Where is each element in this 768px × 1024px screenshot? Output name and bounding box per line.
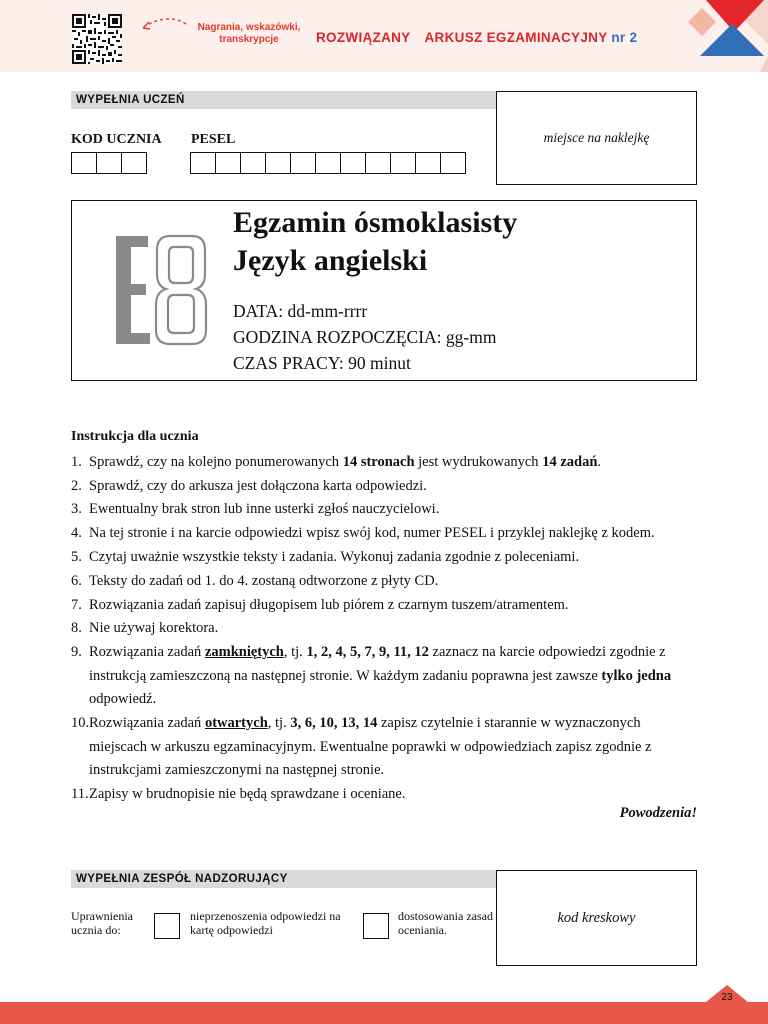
pesel-cell[interactable]: [365, 152, 391, 174]
qr-code-icon[interactable]: [72, 14, 122, 64]
pesel-cell[interactable]: [440, 152, 466, 174]
pesel-cell[interactable]: [415, 152, 441, 174]
adjusted-grading-label: dostosowania zasad oceniania.: [398, 909, 493, 937]
pesel-cell[interactable]: [290, 152, 316, 174]
sheet-number: nr 2: [611, 30, 638, 45]
pesel-cell[interactable]: [240, 152, 266, 174]
arrow-left-icon: [140, 16, 188, 34]
student-code-field[interactable]: [71, 152, 146, 174]
pesel-cell[interactable]: [315, 152, 341, 174]
sticker-label: miejsce na naklejkę: [543, 130, 650, 145]
pesel-cell[interactable]: [265, 152, 291, 174]
pesel-label: PESEL: [191, 132, 236, 147]
exam-duration: CZAS PRACY: 90 minut: [233, 353, 411, 373]
barcode-area: [496, 870, 697, 966]
supervisors-fill-band: WYPEŁNIA ZESPÓŁ NADZORUJĄCY: [71, 870, 496, 888]
exam-subject: Język angielski: [233, 244, 428, 277]
barcode-label: kod kreskowy: [557, 909, 636, 926]
list-item: 11. Zapisy w brudnopisie nie będą sprawdzane i oceniane.: [71, 786, 406, 802]
footer-band: [0, 1002, 768, 1024]
list-item: 2. Sprawdź, czy do arkusza jest dołączona karta odpowiedzi.: [71, 478, 427, 494]
list-item: 9. Rozwiązania zadań zamkniętych, tj. 1, 2, 4, 5, 7, 9, 11, 12 zaznacz na karcie odpowiedzi zgodnie z instrukcją zamieszczoną na następnej stronie. W każdym zadaniu poprawna jest zawsze tylko jedna odpowiedź.: [71, 644, 672, 707]
sheet-title-part1: ROZWIĄZANY: [316, 30, 411, 45]
exam-start-time: GODZINA ROZPOCZĘCIA: gg-mm: [233, 327, 497, 347]
list-item: 5. Czytaj uważnie wszystkie teksty i zadania. Wykonuj zadania zgodnie z poleceniami.: [71, 549, 580, 565]
list-item: 1. Sprawdź, czy na kolejno ponumerowanych 14 stronach jest wydrukowanych 14 zadań.: [71, 454, 602, 470]
pesel-cell[interactable]: [390, 152, 416, 174]
exam-title: Egzamin ósmoklasisty: [233, 206, 518, 239]
exam-date: DATA: dd-mm-rrrr: [233, 301, 368, 321]
rights-label: Uprawnienia ucznia do:: [71, 909, 133, 937]
pesel-field[interactable]: [190, 152, 465, 174]
adjusted-grading-checkbox[interactable]: [363, 913, 389, 939]
list-item: 7. Rozwiązania zadań zapisuj długopisem lub piórem z czarnym tuszem/atramentem.: [71, 597, 569, 613]
code-cell[interactable]: [71, 152, 97, 174]
page-number: 23: [721, 992, 733, 1003]
pesel-cell[interactable]: [340, 152, 366, 174]
sheet-title-part2: ARKUSZ EGZAMINACYJNY: [424, 30, 608, 45]
recordings-note[interactable]: Nagrania, wskazówki, transkrypcje: [197, 22, 301, 45]
pesel-cell[interactable]: [190, 152, 216, 174]
sticker-area: [496, 91, 697, 185]
e8-logo: [114, 234, 208, 346]
no-transfer-checkbox[interactable]: [154, 913, 180, 939]
list-item: 10. Rozwiązania zadań otwartych, tj. 3, 6, 10, 13, 14 zapisz czytelnie i starannie w wyznaczonych miejscach w arkuszu egzaminacyjnym. Ewentualne poprawki w odpowiedziach zapisz zgodnie z instrukcjami zamieszczonymi na następnej stronie.: [71, 715, 652, 778]
student-fill-band: WYPEŁNIA UCZEŃ: [71, 91, 496, 109]
code-cell[interactable]: [121, 152, 147, 174]
student-code-label: KOD UCZNIA: [71, 132, 162, 147]
list-item: 4. Na tej stronie i na karcie odpowiedzi wpisz swój kod, numer PESEL i przyklej naklejkę z kodem.: [71, 525, 655, 541]
list-item: 8. Nie używaj korektora.: [71, 620, 219, 636]
e8-logo-text: E8: [161, 234, 163, 235]
list-item: 6. Teksty do zadań od 1. do 4. zostaną odtworzone z płyty CD.: [71, 573, 439, 589]
list-item: 3. Ewentualny brak stron lub inne usterki zgłoś nauczycielowi.: [71, 501, 440, 517]
pesel-cell[interactable]: [215, 152, 241, 174]
instructions-heading: Instrukcja dla ucznia: [71, 429, 199, 444]
code-cell[interactable]: [96, 152, 122, 174]
no-transfer-label: nieprzenoszenia odpowiedzi na kartę odpowiedzi: [190, 909, 341, 937]
good-luck-text: Powodzenia!: [619, 805, 697, 821]
corner-decoration-icon: [672, 0, 768, 72]
sheet-title: [316, 30, 637, 45]
